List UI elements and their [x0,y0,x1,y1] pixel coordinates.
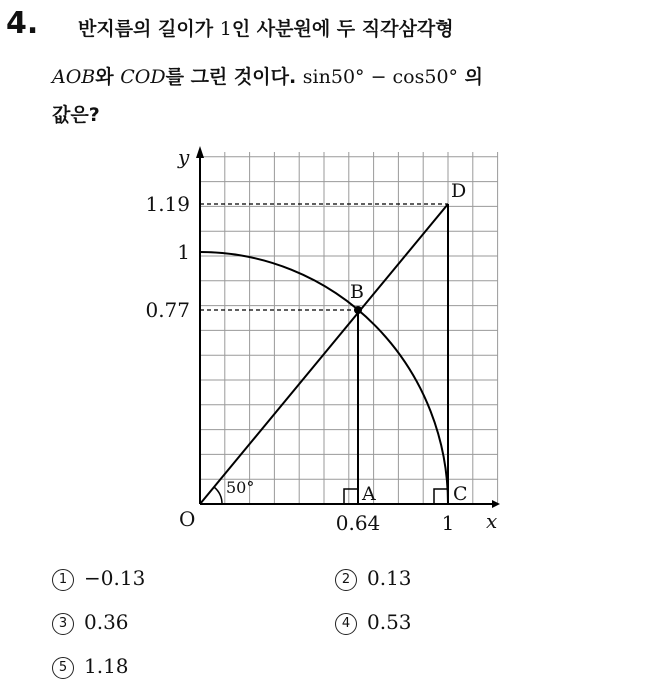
question-number: 4. [6,6,39,41]
choice-1-text: −0.13 [84,566,146,590]
point-a-label: A [362,483,376,505]
y-tick-1: 1 [177,240,190,264]
origin-label: O [179,507,196,531]
question-text-of: 의 [458,66,484,88]
point-d-label: D [451,180,467,202]
x-axis-arrow-icon [492,500,500,508]
triangle-cod-label: COD [120,66,166,88]
choice-5-text: 1.18 [84,654,129,678]
question-line-3: 값은? [52,104,100,126]
choice-2-marker: 2 [335,569,357,591]
choice-4-marker: 4 [335,613,357,635]
point-b-label: B [350,281,364,303]
angle-arc [214,487,222,504]
question-text-c: 인 사분원에 두 직각삼각형 [231,18,454,40]
y-tick-1-19: 1.19 [145,192,190,216]
y-axis-label: y [178,145,190,169]
choice-3-text: 0.36 [84,610,129,634]
choice-2-text: 0.13 [367,566,412,590]
question-text-a: 반지름의 길이가 [78,18,220,40]
choice-1[interactable] [52,566,145,591]
choice-3[interactable] [52,610,129,635]
question-text-and: 와 [95,66,121,88]
point-b-dot [354,306,362,314]
point-c-label: C [453,483,468,505]
choice-1-marker: 1 [52,569,74,591]
triangle-aob-label: AOB [52,66,96,88]
x-tick-0-64: 0.64 [335,511,381,535]
right-angle-mark-a [344,489,358,504]
choice-3-marker: 3 [52,613,74,635]
choice-2[interactable] [335,566,412,591]
radius-value: 1 [219,18,232,40]
choice-4[interactable] [335,610,412,635]
choice-5[interactable] [52,654,129,679]
y-tick-0-77: 0.77 [145,298,190,322]
question-text-drawn: 를 그린 것이다. [165,66,303,88]
x-axis-label: x [486,509,498,533]
right-angle-mark-c [434,489,448,504]
x-tick-1: 1 [441,511,455,535]
expression: sin50° − cos50° [302,66,459,88]
y-axis-arrow-icon [196,146,204,158]
choice-4-text: 0.53 [367,610,412,634]
choice-5-marker: 5 [52,657,74,679]
angle-label: 50° [226,478,255,497]
